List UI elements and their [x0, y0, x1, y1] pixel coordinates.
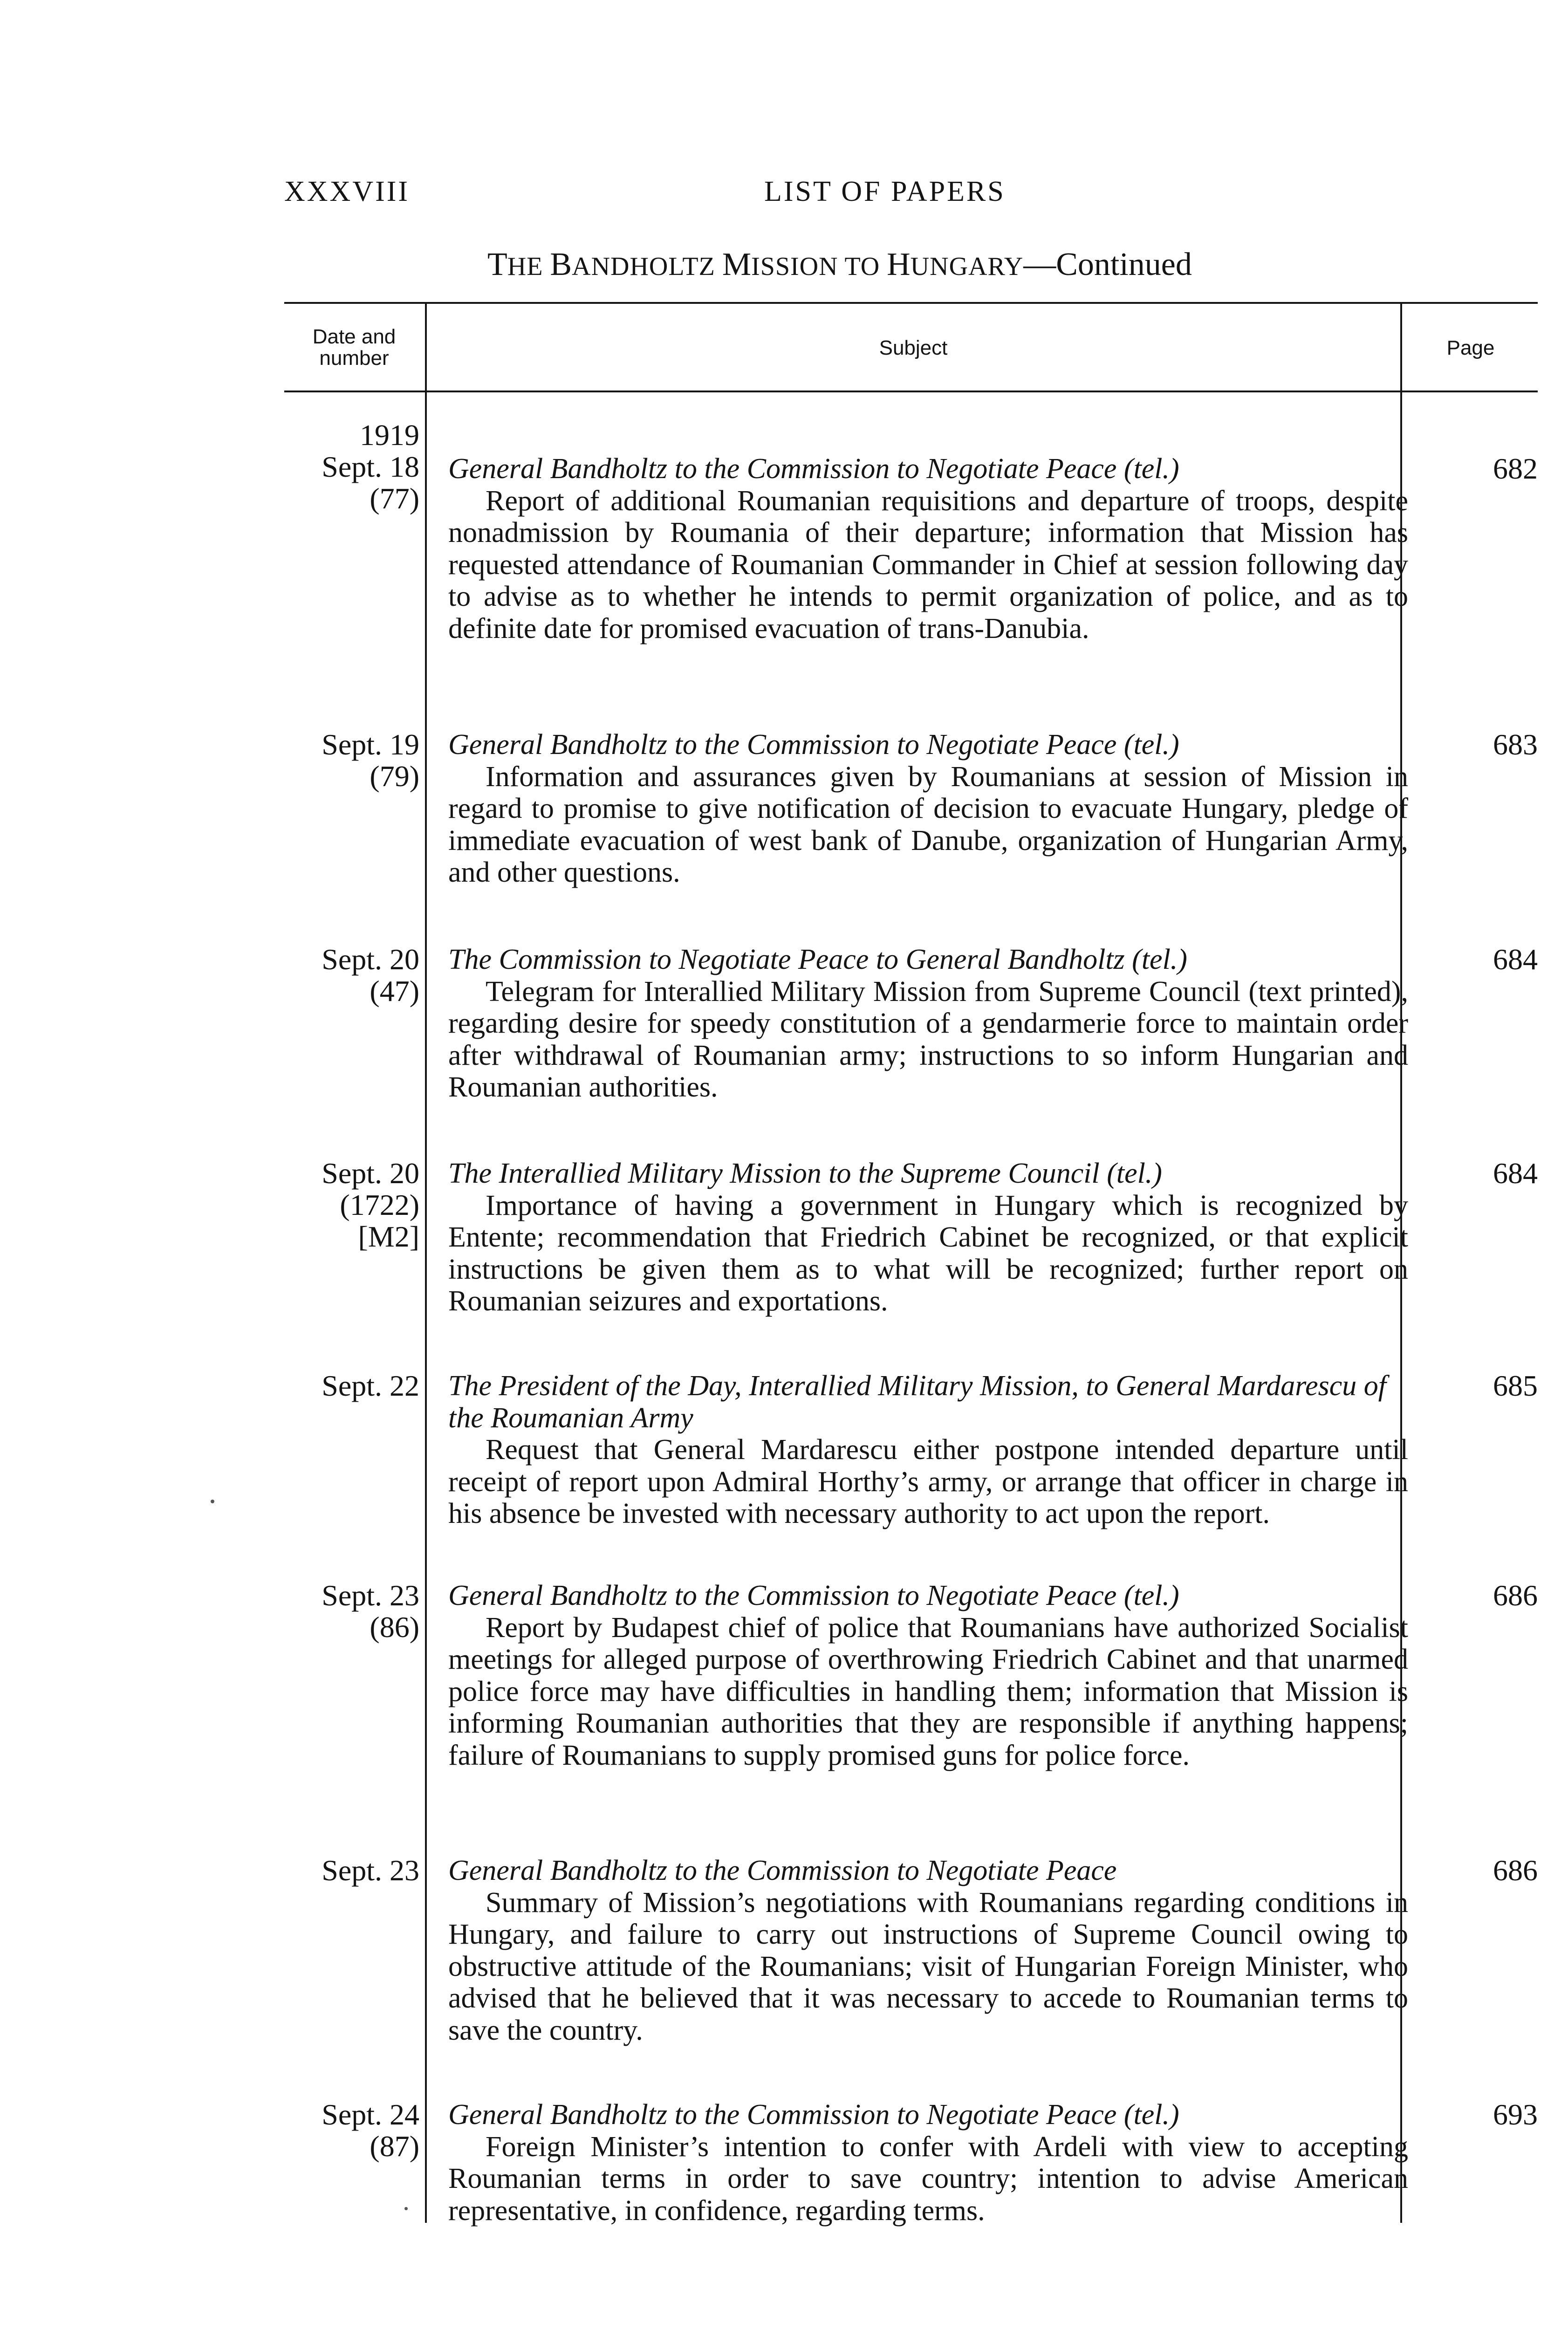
- entry-date: Sept. 22: [322, 1369, 419, 1402]
- entry-body: Information and assurances given by Roumanians at session of Mission in regard to promise to give notification of decision to evacuate Hungary, pledge of immediate evacuation of west bank of Danube, organization of Hungarian Army, and other questions.: [448, 761, 1408, 888]
- entry-body: Telegram for Interallied Military Mission from Supreme Council (text printed), regarding desire for speedy constitution of a gendarmerie force to maintain order after withdrawal of Roumanian army; instructions to so inform Hungarian and Roumanian authorities.: [448, 975, 1408, 1103]
- entry-subject: [448, 944, 1408, 1103]
- entry-date: Sept. 20 (1722) [M2]: [322, 1157, 419, 1253]
- entry-subject: [448, 729, 1408, 889]
- entry-subject: [448, 1855, 1408, 2046]
- entry-page: 685: [1493, 1369, 1538, 1402]
- entry-title: The Commission to Negotiate Peace to General Bandholtz (tel.): [448, 944, 1187, 975]
- scan-speck: [404, 2207, 408, 2210]
- column-header-subject: Subject: [879, 336, 948, 359]
- entry-body: Foreign Minister’s intention to confer with Ardeli with view to accepting Roumanian terms in order to save country; intention to advise American representative, in confidence, regarding terms.: [448, 2131, 1408, 2227]
- entry-body: Report of additional Roumanian requisitions and departure of troops, despite nonadmission by Roumania of their departure; information that Mission has requested attendance of Roumanian Commander in Chief at session following day to advise as to whether he intends to permit organization of police, and as to definite date for promised evacuation of trans-Danubia.: [448, 485, 1408, 644]
- entry-page: 682: [1493, 452, 1538, 485]
- entry-body: Report by Budapest chief of police that Roumanians have authorized Socialist meetings for alleged purpose of overthrowing Friedrich Cabinet and that unarmed police force may have difficulties in handling them; information that Mission is informing Roumanian authorities that they are responsible if anything happens; failure of Roumanians to supply promised guns for police force.: [448, 1611, 1408, 1771]
- entry-date: 1919 Sept. 18 (77): [322, 418, 419, 515]
- entry-date: Sept. 23: [322, 1854, 419, 1887]
- entry-page: 686: [1493, 1854, 1538, 1887]
- entry-subject: [448, 453, 1408, 644]
- scan-speck: [211, 1500, 214, 1503]
- table-header-rule: [284, 391, 1538, 392]
- entry-title: The Interallied Military Mission to the Supreme Council (tel.): [448, 1158, 1162, 1189]
- page-number: XXXVIII: [284, 176, 410, 207]
- column-header-page: Page: [1446, 336, 1495, 359]
- entry-subject: [448, 1158, 1408, 1317]
- entry-page: 684: [1493, 943, 1538, 976]
- entry-subject: [448, 1370, 1408, 1530]
- entry-title: General Bandholtz to the Commission to Negotiate Peace (tel.): [448, 2099, 1179, 2131]
- entry-page: 684: [1493, 1157, 1538, 1190]
- entry-date: Sept. 20 (47): [322, 943, 419, 1007]
- entry-body: Summary of Mission’s negotiations with Roumanians regarding conditions in Hungary, and failure to carry out instructions of Supreme Council owing to obstructive attitude of the Roumanians; visit of Hungarian Foreign Minister, who advised that he believed that it was necessary to accede to Roumanian terms to save the country.: [448, 1886, 1408, 2046]
- entry-date: Sept. 24 (87): [322, 2098, 419, 2163]
- entry-body: Importance of having a government in Hungary which is recognized by Entente; recommendation that Friedrich Cabinet be recognized, or that explicit instructions be given them as to what will be recognized; further report on Roumanian seizures and exportations.: [448, 1189, 1408, 1317]
- entry-page: 693: [1493, 2098, 1538, 2131]
- entry-subject: [448, 1580, 1408, 1771]
- column-header-date: Date and number: [312, 325, 396, 370]
- column-divider-left: [425, 302, 427, 2223]
- entry-date: Sept. 19 (79): [322, 728, 419, 793]
- entry-title: The President of the Day, Interallied Military Mission, to General Mardarescu of the Roumanian Army: [448, 1370, 1387, 1434]
- running-head-title: LIST OF PAPERS: [764, 176, 1006, 207]
- entry-subject: [448, 2099, 1408, 2227]
- entry-title: General Bandholtz to the Commission to Negotiate Peace (tel.): [448, 453, 1179, 485]
- entry-page: 686: [1493, 1579, 1538, 1612]
- entry-page: 683: [1493, 728, 1538, 761]
- section-title: THE BANDHOLTZ MISSION TO HUNGARY—Continued: [487, 247, 1192, 282]
- entry-title: General Bandholtz to the Commission to Negotiate Peace (tel.): [448, 729, 1179, 761]
- entry-title: General Bandholtz to the Commission to Negotiate Peace: [448, 1855, 1117, 1886]
- entry-title: General Bandholtz to the Commission to Negotiate Peace (tel.): [448, 1580, 1179, 1611]
- entry-date: Sept. 23 (86): [322, 1579, 419, 1644]
- entry-body: Request that General Mardarescu either postpone intended departure until receipt of report upon Admiral Horthy’s army, or arrange that officer in charge in his absence be invested with necessary authority to act upon the report.: [448, 1434, 1408, 1529]
- table-top-rule: [284, 302, 1538, 304]
